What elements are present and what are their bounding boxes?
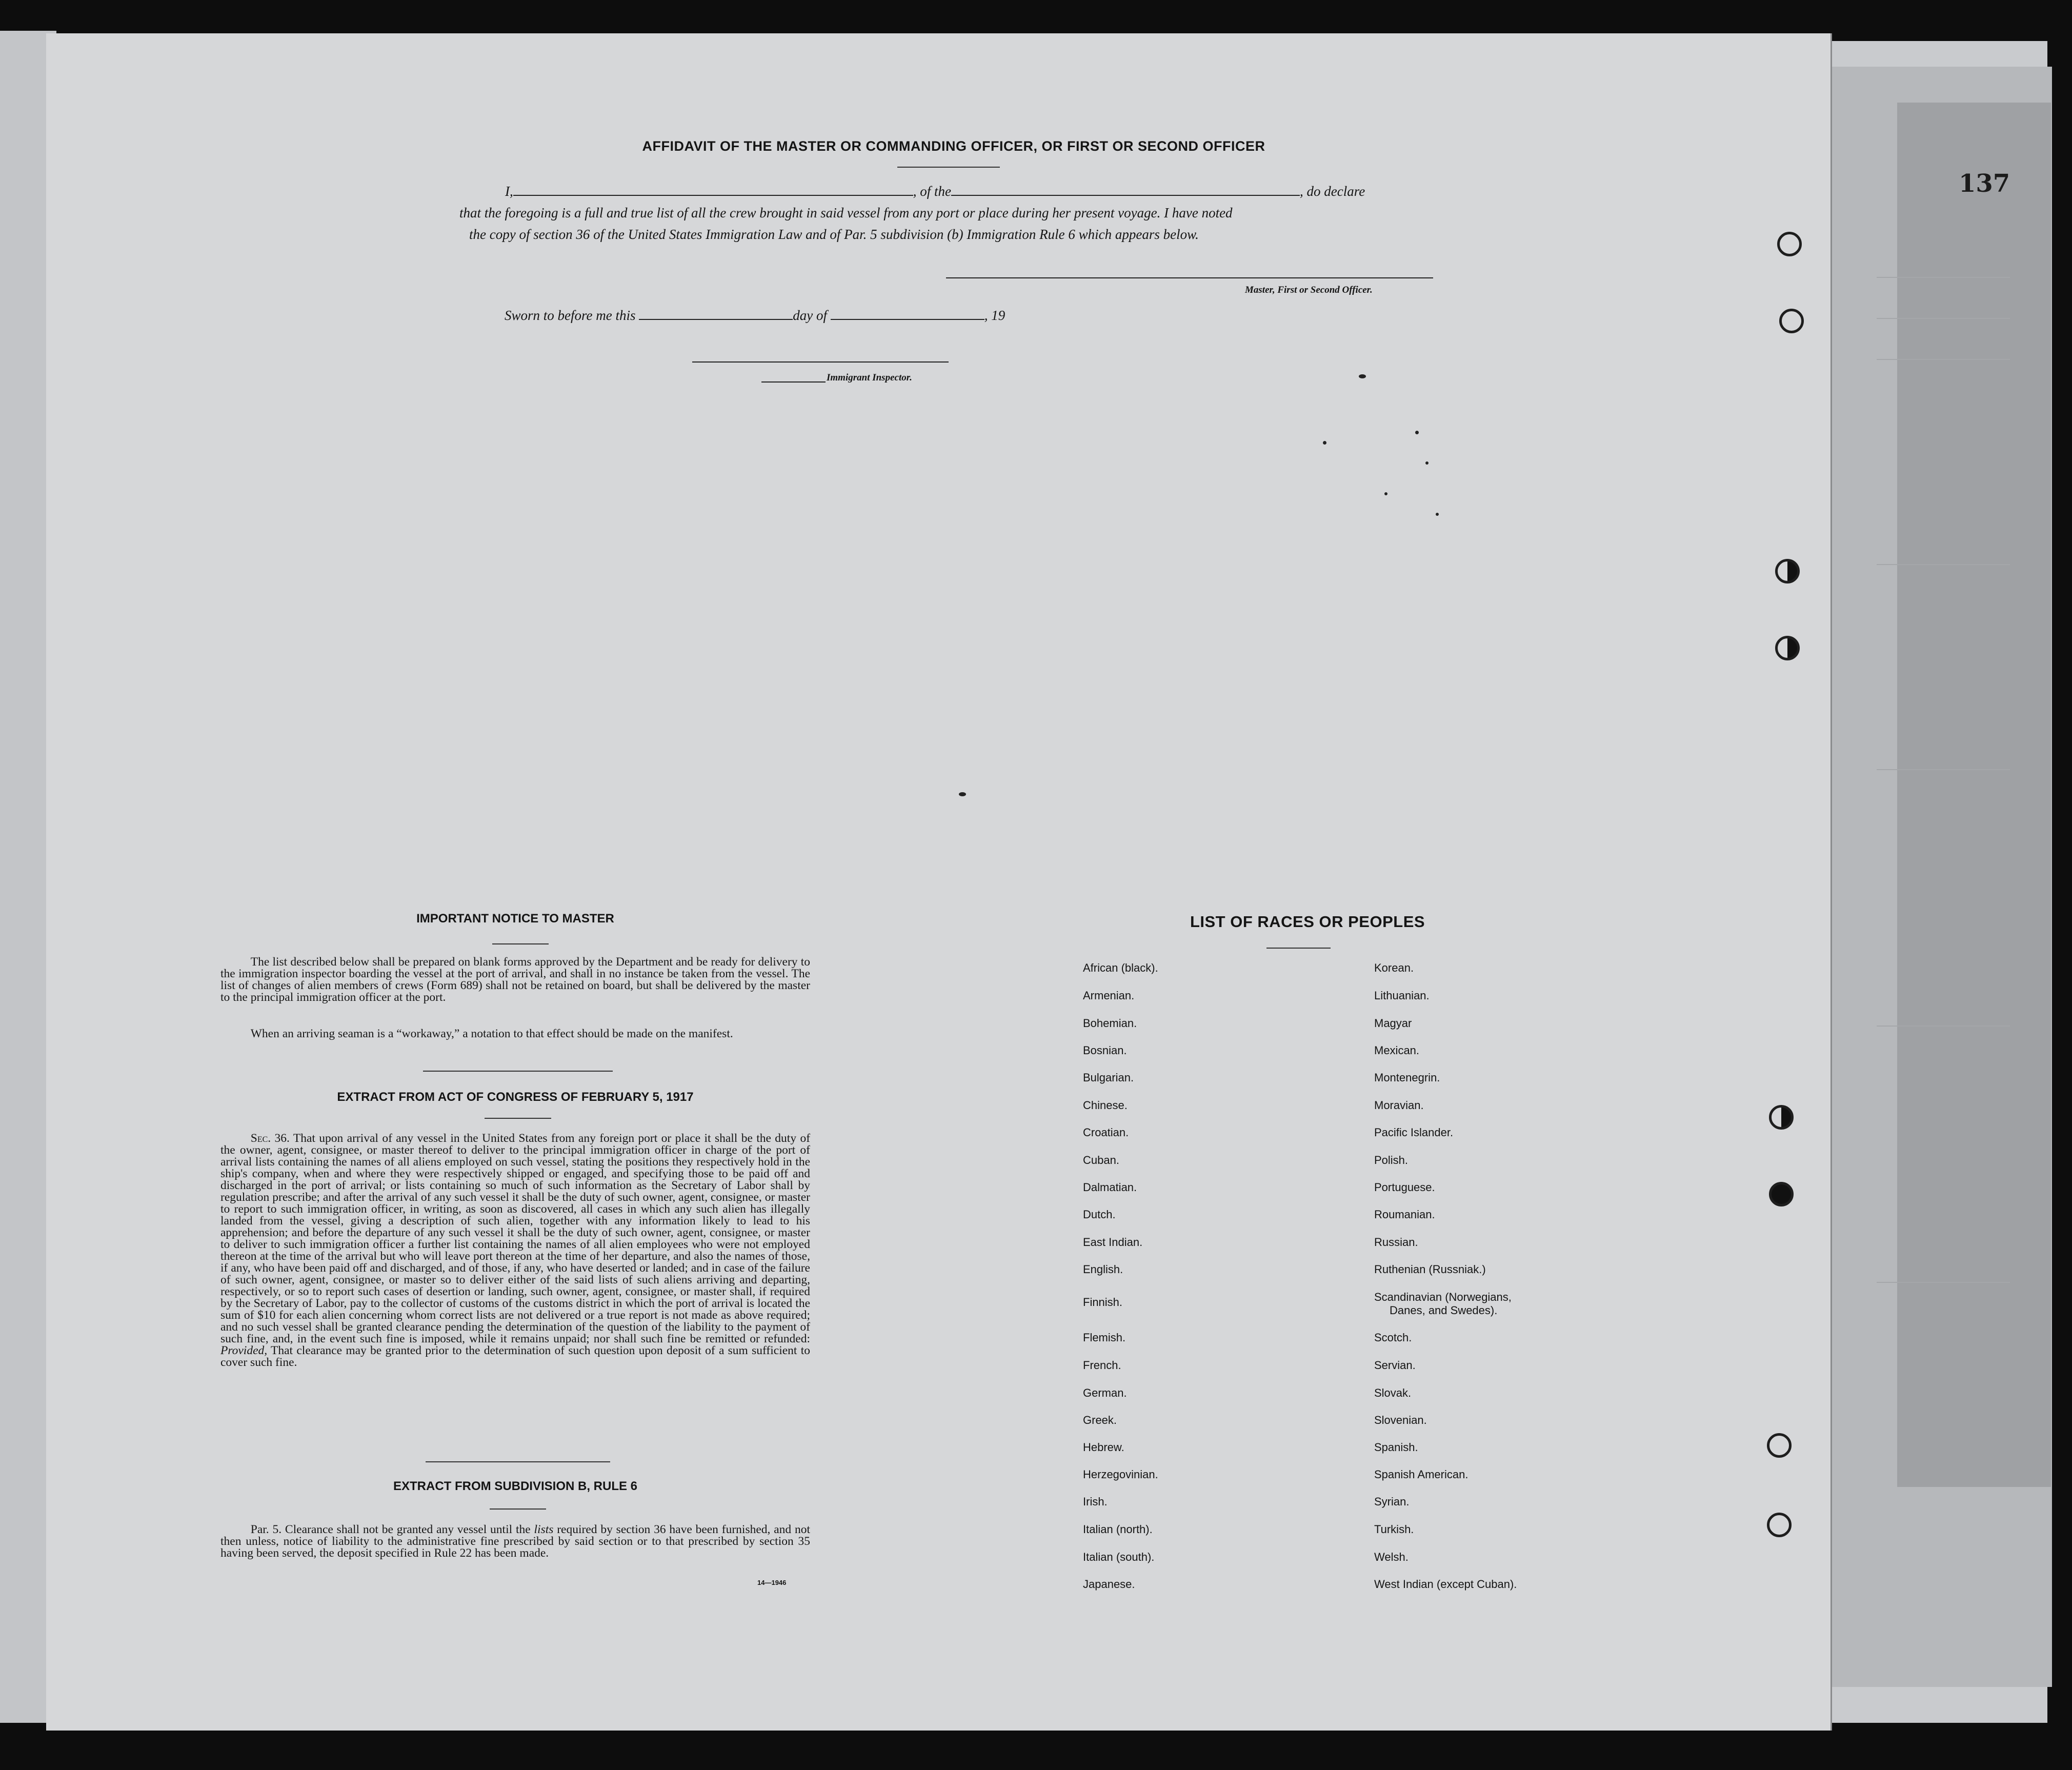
race-item: German. [1083,1386,1127,1399]
punch-hole [1767,1433,1792,1458]
race-item: Chinese. [1083,1099,1128,1112]
race-item: East Indian. [1083,1236,1143,1249]
ink-speck [1359,374,1366,378]
name-blank[interactable] [513,195,913,196]
race-item: Scotch. [1374,1331,1412,1344]
race-item: Servian. [1374,1359,1416,1372]
rule-text-a: Par. 5. Clearance shall not be granted any vessel until the [250,1523,531,1536]
sworn-month-blank[interactable] [831,319,984,320]
sworn-line [505,308,1005,324]
race-item: Moravian. [1374,1099,1424,1112]
race-item: Italian (south). [1083,1551,1155,1563]
race-item: Welsh. [1374,1551,1409,1563]
punch-hole [1769,1182,1794,1206]
race-item: Japanese. [1083,1578,1135,1591]
race-item: Spanish American. [1374,1468,1468,1481]
race-item: Finnish. [1083,1296,1123,1309]
ink-speck [1384,492,1387,495]
race-item: Cuban. [1083,1154,1119,1166]
punch-hole [1767,1513,1792,1537]
section-label: Sec. 36. [250,1132,290,1145]
sworn-start: Sworn to before me this [505,308,636,323]
declaration-start: I, [505,184,513,199]
race-item: Scandinavian (Norwegians, [1374,1291,1512,1303]
punch-hole [1777,232,1802,256]
master-caption: Master, First or Second Officer. [1245,285,1373,295]
race-item: Dalmatian. [1083,1181,1137,1194]
race-item: Bohemian. [1083,1017,1137,1030]
divider [897,167,1000,168]
divider [1266,948,1331,949]
ruled-line [1877,564,2010,565]
race-item: Hebrew. [1083,1441,1124,1454]
notice-paragraph-1: The list described below shall be prepared on blank forms approved by the Department and be ready for delivery to the immigration inspector boarding the vessel at the port of arrival, and shall in no instance be taken from the vessel. The list of changes of alien members of crews (Form 689) shall not be retained on board, but shall be delivered by the master to the principal immigration officer at the port. [220,955,810,1004]
race-item: Montenegrin. [1374,1071,1440,1084]
punch-hole [1775,636,1800,660]
race-item: Lithuanian. [1374,989,1430,1002]
page-number: 137 [1959,169,2010,198]
race-item: Korean. [1374,961,1414,974]
rule-lists: lists [534,1523,554,1536]
inspector-caption-rule [761,381,826,383]
race-item: Irish. [1083,1495,1108,1508]
ruled-line [1877,1282,2010,1283]
affidavit-title: AFFIDAVIT OF THE MASTER OR COMMANDING OFFICER, OR FIRST OR SECOND OFFICER [642,138,1265,154]
affidavit-declaration-line [505,184,1365,199]
punch-hole [1769,1105,1794,1130]
act-provided: Provided, [220,1344,268,1357]
race-item: Slovak. [1374,1386,1412,1399]
act-text-b: That clearance may be granted prior to the determination of such question upon deposit of a sum sufficient to cover such fine. [220,1344,810,1369]
ink-speck [1323,441,1326,445]
race-item: Magyar [1374,1017,1412,1030]
race-item: Syrian. [1374,1495,1410,1508]
divider [492,943,549,944]
declaration-end: , do declare [1300,184,1365,199]
affidavit-text-line: the copy of section 36 of the United States Immigration Law and of Par. 5 subdivision (b) Immigration Rule 6 which appears below. [469,227,1199,242]
race-item: Spanish. [1374,1441,1418,1454]
race-item: Russian. [1374,1236,1418,1249]
race-item: Ruthenian (Russniak.) [1374,1263,1486,1276]
ruled-line [1877,277,2010,278]
punch-hole [1775,559,1800,584]
race-item: Dutch. [1083,1208,1116,1221]
race-item: Turkish. [1374,1523,1414,1536]
race-item: Italian (north). [1083,1523,1153,1536]
act-title: EXTRACT FROM ACT OF CONGRESS OF FEBRUARY 5, 1917 [337,1090,694,1104]
ink-speck [1425,461,1429,465]
act-section-36-text [220,1133,810,1369]
rule-text-b: required by section 36 have been furnished, and not then unless, notice of liability to the administrative fine prescribed by said section or to that prescribed by section 35 having been served, the deposit specified in Rule 22 has been made. [220,1523,811,1560]
ink-speck [1415,431,1419,434]
race-item: Mexican. [1374,1044,1420,1057]
underlying-page [1897,103,2051,1487]
divider [485,1118,551,1119]
manifest-back-sheet [46,33,1832,1731]
race-item: Flemish. [1083,1331,1126,1344]
sworn-middle: day of [793,308,827,323]
race-item: Croatian. [1083,1126,1129,1139]
race-item: Herzegovinian. [1083,1468,1158,1481]
race-item: African (black). [1083,961,1158,974]
race-item: Portuguese. [1374,1181,1435,1194]
race-item: English. [1083,1263,1123,1276]
ink-speck [959,792,966,796]
affidavit-text-line: that the foregoing is a full and true list of all the crew brought in said vessel from any port or place during her present voyage. I have noted [459,205,1233,220]
race-item: French. [1083,1359,1121,1372]
sworn-end: , 19 [984,308,1005,323]
inspector-signature-line[interactable] [692,361,949,363]
race-item: Roumanian. [1374,1208,1435,1221]
race-item: Greek. [1083,1414,1117,1426]
ink-speck [1436,513,1439,516]
notice-paragraph-2: When an arriving seaman is a “workaway,” a notation to that effect should be made on the manifest. [250,1027,733,1040]
act-text-a: That upon arrival of any vessel in the United States from any foreign port or place it shall be the duty of the owner, agent, consignee, or master thereof to deliver to the principal immigration officer in charge of the port of arrival lists containing the names of all aliens employed on such vessel, stating the positions they respectively hold in the ship's company, when and where they were respectively shipped or engaged, and specifying those to be paid off and discharged in the port of arrival; or lists containing so much of such information as the Secretary of Labor shall by regulation prescribe; and after the arrival of any such vessel it shall be the duty of such owner, agent, consignee, or master to report to such immigration officer, in writing, as soon as discovered, all cases in which any such alien has illegally landed from the vessel, giving a description of such alien, together with any information likely to lead to his apprehension; and before the departure of any such vessel it shall be the duty of such owner, agent, consignee, or master to deliver to such immigration officer a further list containing the names of all alien employees who were not employed thereon at the time of the arrival but who will leave port thereon at the time of her departure, and also the names of those, if any, who have been paid off and discharged, and of those, if any, who have deserted or landed; and in case of the failure of such owner, agent, consignee, or master so to deliver either of the said lists of such aliens arriving and departing, respectively, or so to report such cases of desertion or landing, such owner, agent, consignee, or master shall, if required by the Secretary of Labor, pay to the collector of customs of the customs district in which the port of arrival is located the sum of $10 for each alien concerning whom correct lists are not delivered or a true report is not made as above required; and no such vessel shall be granted clearance pending the determination of the question of the liability to the payment of such fine, and, in the event such fine is imposed, while it remains unpaid; nor shall such fine be remitted or refunded: [220,1132,811,1345]
races-title: LIST OF RACES OR PEOPLES [1190,913,1425,931]
race-item: Polish. [1374,1154,1409,1166]
divider [423,1071,613,1072]
ruled-line [1877,359,2010,360]
punch-hole [1779,309,1804,333]
notice-title: IMPORTANT NOTICE TO MASTER [416,912,614,926]
ruled-line [1877,318,2010,319]
ruled-line [1877,1025,2010,1027]
race-item: Bulgarian. [1083,1071,1134,1084]
race-item: Pacific Islander. [1374,1126,1454,1139]
divider [490,1508,546,1510]
race-item: Bosnian. [1083,1044,1127,1057]
rule-paragraph [220,1524,810,1559]
inspector-caption: Immigrant Inspector. [827,372,912,383]
form-number: 14—1946 [757,1579,787,1586]
ruled-line [1877,769,2010,770]
declaration-middle: , of the [913,184,951,199]
race-item: Armenian. [1083,989,1135,1002]
vessel-blank[interactable] [951,195,1300,196]
race-item-continuation: Danes, and Swedes). [1390,1304,1498,1317]
race-item: West Indian (except Cuban). [1374,1578,1517,1591]
rule-title: EXTRACT FROM SUBDIVISION B, RULE 6 [393,1479,638,1493]
divider [426,1461,610,1462]
sworn-day-blank[interactable] [639,319,793,320]
race-item: Slovenian. [1374,1414,1427,1426]
master-signature-line[interactable] [946,277,1433,278]
